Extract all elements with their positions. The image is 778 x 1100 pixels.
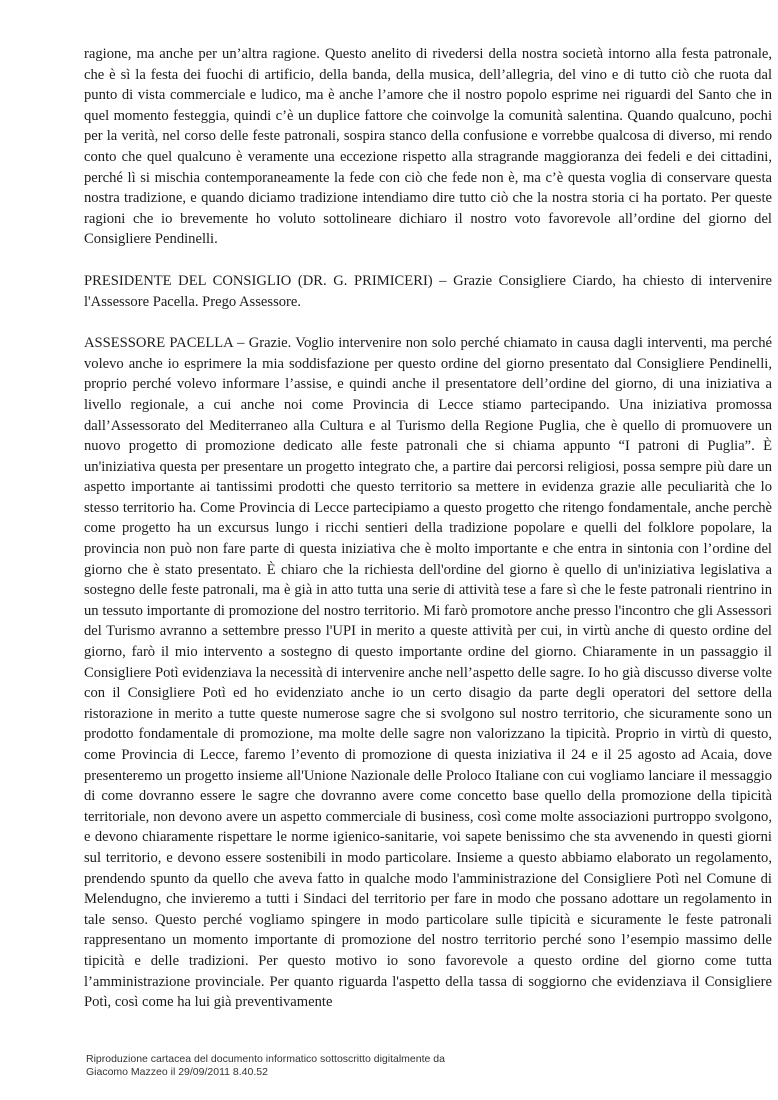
paragraph-president: PRESIDENTE DEL CONSIGLIO (DR. G. PRIMICERI) – Grazie Consigliere Ciardo, ha chiesto di intervenire l'Assessore Pacella. Prego Assessore. <box>84 272 772 310</box>
digital-signature-footer <box>86 1053 726 1076</box>
footer-line-2: Giacomo Mazzeo il 29/09/2011 8.40.52 <box>86 1066 268 1076</box>
paragraph-ciardo-closing: ragione, ma anche per un’altra ragione. Questo anelito di rivedersi della nostra società intorno alla festa patronale, che è sì la festa dei fuochi di artificio, della banda, della musica, dell’allegria, del vino e di tutto ciò che ruota dal punto di vista commerciale e ludico, ma è anche l’amore che il nostro popolo esprime nei riguardi del Santo che in quel momento festeggia, quindi c’è un duplice fattore che coinvolge la comunità salentina. Quando qualcuno, pochi per la verità, nel corso delle feste patronali, sospira stanco della confusione e vorrebbe qualcosa di diverso, mi rendo conto che quel qualcuno è veramente una eccezione rispetto alla stragrande maggioranza dei fedeli e dei cittadini, perché lì si mischia contemporaneamente la fede con ciò che fede non è, ma c’è questa voglia di conservare questa nostra tradizione, e quando diciamo tradizione intendiamo dire tutto ciò che la nostra storia ci ha portato. Per queste ragioni che io brevemente ho voluto sottolineare dichiaro il nostro voto favorevole all’ordine del giorno del Consigliere Pendinelli. <box>84 46 772 248</box>
paragraph-assessore-pacella: ASSESSORE PACELLA – Grazie. Voglio intervenire non solo perché chiamato in causa dagli interventi, ma perché volevo anche io esprimere la mia soddisfazione per questo ordine del giorno presentato dal Consigliere Pendinelli, proprio perché volevo informare l’assise, e quindi anche il presentatore dell’ordine del giorno, di una iniziativa a livello regionale, a cui anche noi come Provincia di Lecce stiamo partecipando. Una iniziativa promossa dall’Assessorato del Mediterraneo alla Cultura e al Turismo della Regione Puglia, che è quello di promuovere un nuovo progetto di promozione dedicato alle feste patronali che si chiama appunto “I patroni di Puglia”. È un'iniziativa questa per presentare un progetto integrato che, a partire dai percorsi religiosi, possa sempre più dare un aspetto importante ai tantissimi prodotti che questo territorio sa mettere in evidenza grazie alle peculiarità che lo stesso territorio ha. Come Provincia di Lecce partecipiamo a questo progetto che ritengo fondamentale, anche perchè come progetto ha un excursus lungo i ricchi sentieri della tradizione popolare e quelli del folklore popolare, la provincia non può non fare parte di questa iniziativa che è molto importante e che entra in sintonia con l’ordine del giorno che è stato presentato. È chiaro che la richiesta dell'ordine del giorno è quello di un'iniziativa legislativa a sostegno delle feste patronali, ma è già in atto tutta una serie di attività tese a fare sì che le feste patronali rientrino in un tessuto importante di promozione del nostro territorio. Mi farò promotore anche presso l'incontro che gli Assessori del Turismo avranno a settembre presso l'UPI in merito a queste attività per cui, in virtù anche di questo ordine del giorno, farò il mio intervento a sostegno di questo importante ordine del giorno. Chiaramente in un passaggio il Consigliere Potì evidenziava la necessità di intervenire anche nell’aspetto delle sagre. Io ho già discusso diverse volte con il Consigliere Potì ed ho evidenziato anche io un certo disagio da parte degli operatori del settore della ristorazione in merito a tutte queste numerose sagre che si svolgono sul nostro territorio, che sicuramente sono un prodotto fondamentale di promozione, ma molte delle sagre non valorizzano la tipicità. Proprio in virtù di questo, come Provincia di Lecce, faremo l’evento di promozione di questa iniziativa il 24 e il 25 agosto ad Acaia, dove presenteremo un progetto insieme all'Unione Nazionale delle Proloco Italiane con cui vogliamo lanciare il messaggio di come dovranno essere le sagre che dovranno avere come concetto base quello della promozione della tipicità territoriale, non devono avere un aspetto commerciale di business, così come molte associazioni purtroppo svolgono, e devono chiaramente rispettare le norme igienico-sanitarie, voi sapete benissimo che sta avvenendo in questi giorni sul territorio, e devono essere sostenibili in modo particolare. Insieme a questo abbiamo elaborato un regolamento, prendendo spunto da quello che aveva fatto in qualche modo l'amministrazione del Consigliere Potì nel Comune di Melendugno, che invieremo a tutti i Sindaci del territorio per fare in modo che possano adottare un regolamento in tale senso. Questo perché vogliamo spingere in modo particolare sulle tipicità e sicuramente le feste patronali rappresentano un momento importante di promozione del nostro territorio perché sono l’esempio massimo delle tipicità e delle tradizioni. Per questo motivo io sono favorevole a questo ordine del giorno come tutta l’amministrazione provinciale. Per quanto riguarda l'aspetto della tassa di soggiorno che evidenziava il Consigliere Potì, così come ha lui già preventivamente <box>84 335 772 1011</box>
footer-line-1: Riproduzione cartacea del documento informatico sottoscritto digitalmente da <box>86 1053 445 1065</box>
document-body <box>84 44 772 1013</box>
